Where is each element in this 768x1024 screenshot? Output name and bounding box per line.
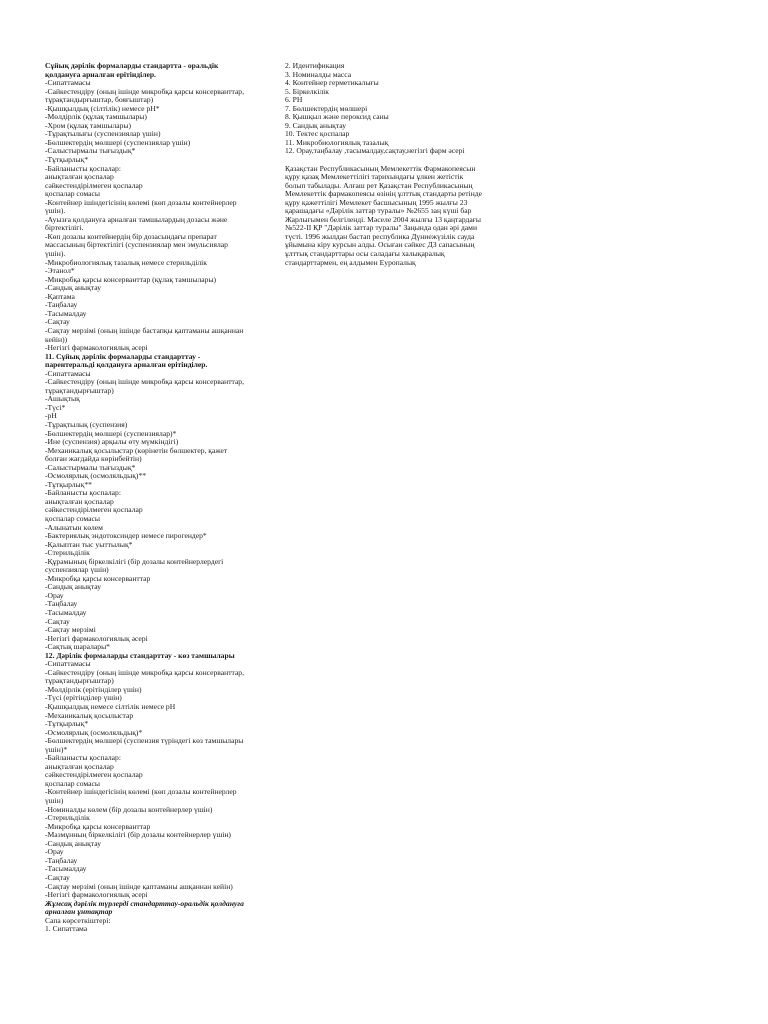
- text-line: 10. Тектес қоспалар: [285, 129, 350, 139]
- text-line: -Сақтау: [45, 872, 70, 882]
- text-line: -Контейнер ішіндегісінің көлемі (көп дозалы контейнерлер үшін): [45, 787, 237, 806]
- text-line: 7. Бөлшектердің мөлшері: [285, 103, 368, 113]
- text-line: 11. Микробиологиялық тазалық: [285, 137, 389, 147]
- text-line: -Микробиологиялық тазалық немесе стерильділік: [45, 257, 207, 267]
- text-line: -Тұрақтылығы (суспензиялар үшін): [45, 129, 161, 139]
- text-line: -Сақтау мерзімі (оның ішінде қаптаманы ашқаннан кейін): [45, 881, 233, 891]
- text-line: Қазақстан Республикасының Мемлекеттік Фармакопеясын құру қазақ Мемлекеттілігі тарихындағы ұлкен жетістік болып табылады. Алғаш рет Қазақстан Республикасының Мемлекеттік фармакопеясы өзінің ұлттық стандарты ретінде құру қажеттілігі Мемлекет басшысының 1995 жылғы 23 қарашадағы «Дәрілік заттар туралы» №2655 заң күші бар Жарлығымен белгіленді. Мәселе 2004 жылғы 13 қаңтардағы №522-ІІ ҚР "Дәрілік заттар туралы" Заңында одан әрі дами түсті. 1996 жылдан бастап республика Дүниежүзілік сауда ұйымына кіру курсын алды. Осыған сәйкес ДЗ сапасының ұлттық стандарттары осы саладағы халықаралық стандарттармен, ең алдымен Еуропалық: [285, 163, 483, 267]
- text-line: -Сайкестендіру (оның ішінде микробқа қарсы консерванттар, тұрақтандырғыштар, бояғыштар): [45, 86, 245, 105]
- text-line: -Контейнер ішіндегісінің көлемі (көп дозалы контейнерлер үшін).: [45, 197, 237, 216]
- text-line: 3. Номиналды масса: [285, 69, 352, 79]
- text-line: -Алынатын көлем: [45, 522, 103, 532]
- text-line: -Сипаттамасы: [45, 368, 91, 378]
- text-line: -Осмолярлық (осмоляльдық)*: [45, 727, 143, 737]
- text-line: -Орау: [45, 847, 64, 857]
- text-line: -Байланысты қоспалар:: [45, 488, 121, 498]
- text-line: -Салыстырмалы тығыздық*: [45, 462, 136, 472]
- text-line: 5. Біркелкілік: [285, 86, 329, 96]
- text-line: -Орау: [45, 590, 64, 600]
- text-line: анықталған қоспалар: [45, 172, 114, 182]
- text-line: -рН: [45, 411, 57, 421]
- text-line: -Тұрақтылық (суспензия): [45, 419, 128, 429]
- text-line: -Қышқылдық немесе сілтілік немесе рН: [45, 702, 176, 712]
- text-line: қоспалар сомасы: [45, 189, 101, 199]
- text-line: -Механикалық қосылыстар: [45, 710, 134, 720]
- text-line: -Қаптама: [45, 291, 75, 301]
- text-line: анықталған қоспалар: [45, 761, 114, 771]
- text-line: -Құрамының біркелкілігі (бір дозалы контейнерлердегі суспензиялар үшін): [45, 556, 224, 575]
- text-line: -Мөлдірлік (ерітінділер үшін): [45, 684, 142, 694]
- text-line: -Тұтқырлық*: [45, 719, 89, 729]
- text-line: -Қалыптан тыс уыттылық*: [45, 539, 133, 549]
- text-line: -Микробқа қарсы консерванттар: [45, 821, 151, 831]
- text-line: -Сақтық шаралары*: [45, 642, 110, 652]
- text-line: қоспалар сомасы: [45, 513, 101, 523]
- text-line: -Стерильділік: [45, 548, 90, 558]
- text-line: -Механикалық қосылыстар (көрінетін бөлшектер, қажет болған жағдайда көрінбейтін): [45, 445, 228, 464]
- text-line: -Сипаттамасы: [45, 78, 91, 88]
- text-line: -Қышқылдық (сілтілік) немесе рН*: [45, 103, 160, 113]
- text-line: сәйкестендірілмеген қоспалар: [45, 770, 143, 780]
- text-line: -Ауызға қолдануға арналған тамшылардың дозасы және біртектілігі.: [45, 214, 228, 233]
- text-line: -Мазмұнның біркелкілігі (бір дозалы контейнерлер үшін): [45, 830, 231, 840]
- text-line: -Тұтқырлық*: [45, 155, 89, 165]
- right-text-column: [285, 62, 485, 267]
- text-line: -Сақтау мерзімі: [45, 625, 96, 635]
- text-line: -Тасымалдау: [45, 308, 87, 318]
- text-line: -Тұтқырлық**: [45, 479, 92, 489]
- section-heading: 12. Дәрілік формаларды стандарттау - көз тамшылары: [45, 650, 235, 660]
- text-line: -Номиналды көлем (бір дозалы контейнерлер үшін): [45, 804, 213, 814]
- text-line: -Тасымалдау: [45, 608, 87, 617]
- text-line: -Тасымалдау: [45, 864, 87, 874]
- text-line: -Түсі (ерітінділер үшін): [45, 693, 122, 703]
- text-line: 12. Орау,таңбалау ,тасымалдау,сақтау,негізгі фарм әсері: [285, 146, 465, 156]
- text-line: 2. Идентификация: [285, 61, 345, 70]
- text-line: 1. Сипаттама: [45, 924, 88, 934]
- text-line: -Сақтау мерзімі (оның ішінде бастапқы қаптаманы ашқаннан кейін)): [45, 325, 244, 344]
- text-line: -Салыстырмалы тығыздық*: [45, 146, 136, 156]
- section-heading: 11. Сұйық дәрілік формаларды стандарттау - парентеральді қолдануға арналған ерітінділер.: [45, 351, 208, 370]
- text-line: -Мөлдірлік (құлақ тамшылары): [45, 112, 147, 122]
- text-line: -Бөлшектердің мөлшері (суспензиялар үшін): [45, 137, 191, 147]
- text-line: 6. РН: [285, 95, 303, 105]
- text-line: -Сипаттамасы: [45, 659, 91, 669]
- section-heading: Сұйық дәрілік формаларды стандартта - оральдік қолдануға арналған ерітінділер.: [45, 61, 219, 79]
- text-line: сәйкестендірілмеген қоспалар: [45, 180, 143, 190]
- text-line: сәйкестендірілмеген қоспалар: [45, 505, 143, 515]
- text-line: 8. Қышқыл және пероксид саны: [285, 112, 389, 122]
- text-line: -Стерильділік: [45, 813, 90, 823]
- text-line: -Сандық анықтау: [45, 838, 101, 848]
- left-text-column: [45, 62, 250, 934]
- text-line: 9. Сандық анықтау: [285, 120, 347, 130]
- text-line: -Сақтау: [45, 317, 70, 327]
- text-line: -Көп дозалы контейнердің бір дозасындағы препарат массасының біртектілігі (суспензиялар мен эмульсиялар үшін).: [45, 231, 228, 259]
- text-line: -Этанол*: [45, 266, 75, 276]
- text-line: -Негізгі фармакологиялық әсері: [45, 343, 148, 353]
- text-line: -Сандық анықтау: [45, 582, 101, 592]
- text-line: -Хром (құлақ тамшылары): [45, 120, 132, 130]
- text-line: -Ине (суспензия) арқылы өту мүмкіндігі): [45, 437, 179, 447]
- text-line: 4. Контейнер герметикалығы: [285, 78, 379, 88]
- text-line: -Бөлшектердің мөлшері (суспензиялар)*: [45, 428, 177, 438]
- text-line: -Негізгі фармакологиялық әсері: [45, 633, 148, 643]
- text-line: -Таңбалау: [45, 855, 78, 865]
- text-line: -Байланысты қоспалар:: [45, 753, 121, 763]
- text-line: -Микробқа қарсы консерванттар (құлақ тамшылары): [45, 274, 217, 284]
- section-heading: Жұмсақ дәрілік түрлерді стандарттау-оральдік қолдануға арналған ұнтақтар: [45, 898, 244, 917]
- text-line: қоспалар сомасы: [45, 778, 101, 788]
- text-line: -Түсі*: [45, 402, 66, 412]
- text-line: -Негізгі фармакологиялық әсері: [45, 890, 148, 900]
- text-line: -Бактериялық эндотоксиндер немесе пирогендер*: [45, 531, 207, 541]
- text-line: -Бөлшектердің мөлшері (суспензия түріндегі көз тамшылары үшін)*: [45, 736, 244, 754]
- text-line: -Сайкестендіру (оның ішінде микробқа қарсы консерванттар, тұрақтандырғыштар): [45, 377, 245, 395]
- text-line: -Микробқа қарсы консерванттар: [45, 573, 151, 583]
- text-line: -Сайкестендіру (оның ішінде микробқа қарсы консерванттар, тұрақтандырғыштар): [45, 667, 245, 686]
- text-line: -Таңбалау: [45, 300, 78, 310]
- text-line: -Ашықтық: [45, 394, 80, 404]
- text-line: -Сақтау: [45, 616, 70, 626]
- text-line: -Байланысты қоспалар:: [45, 163, 121, 173]
- text-line: Сапа көрсеткіштері:: [45, 915, 111, 925]
- text-line: -Таңбалау: [45, 599, 78, 609]
- text-line: -Осмолярлық (осмоляльдық)**: [45, 471, 147, 481]
- text-line: -Сандық анықтау: [45, 283, 101, 293]
- text-line: анықталған қоспалар: [45, 496, 114, 506]
